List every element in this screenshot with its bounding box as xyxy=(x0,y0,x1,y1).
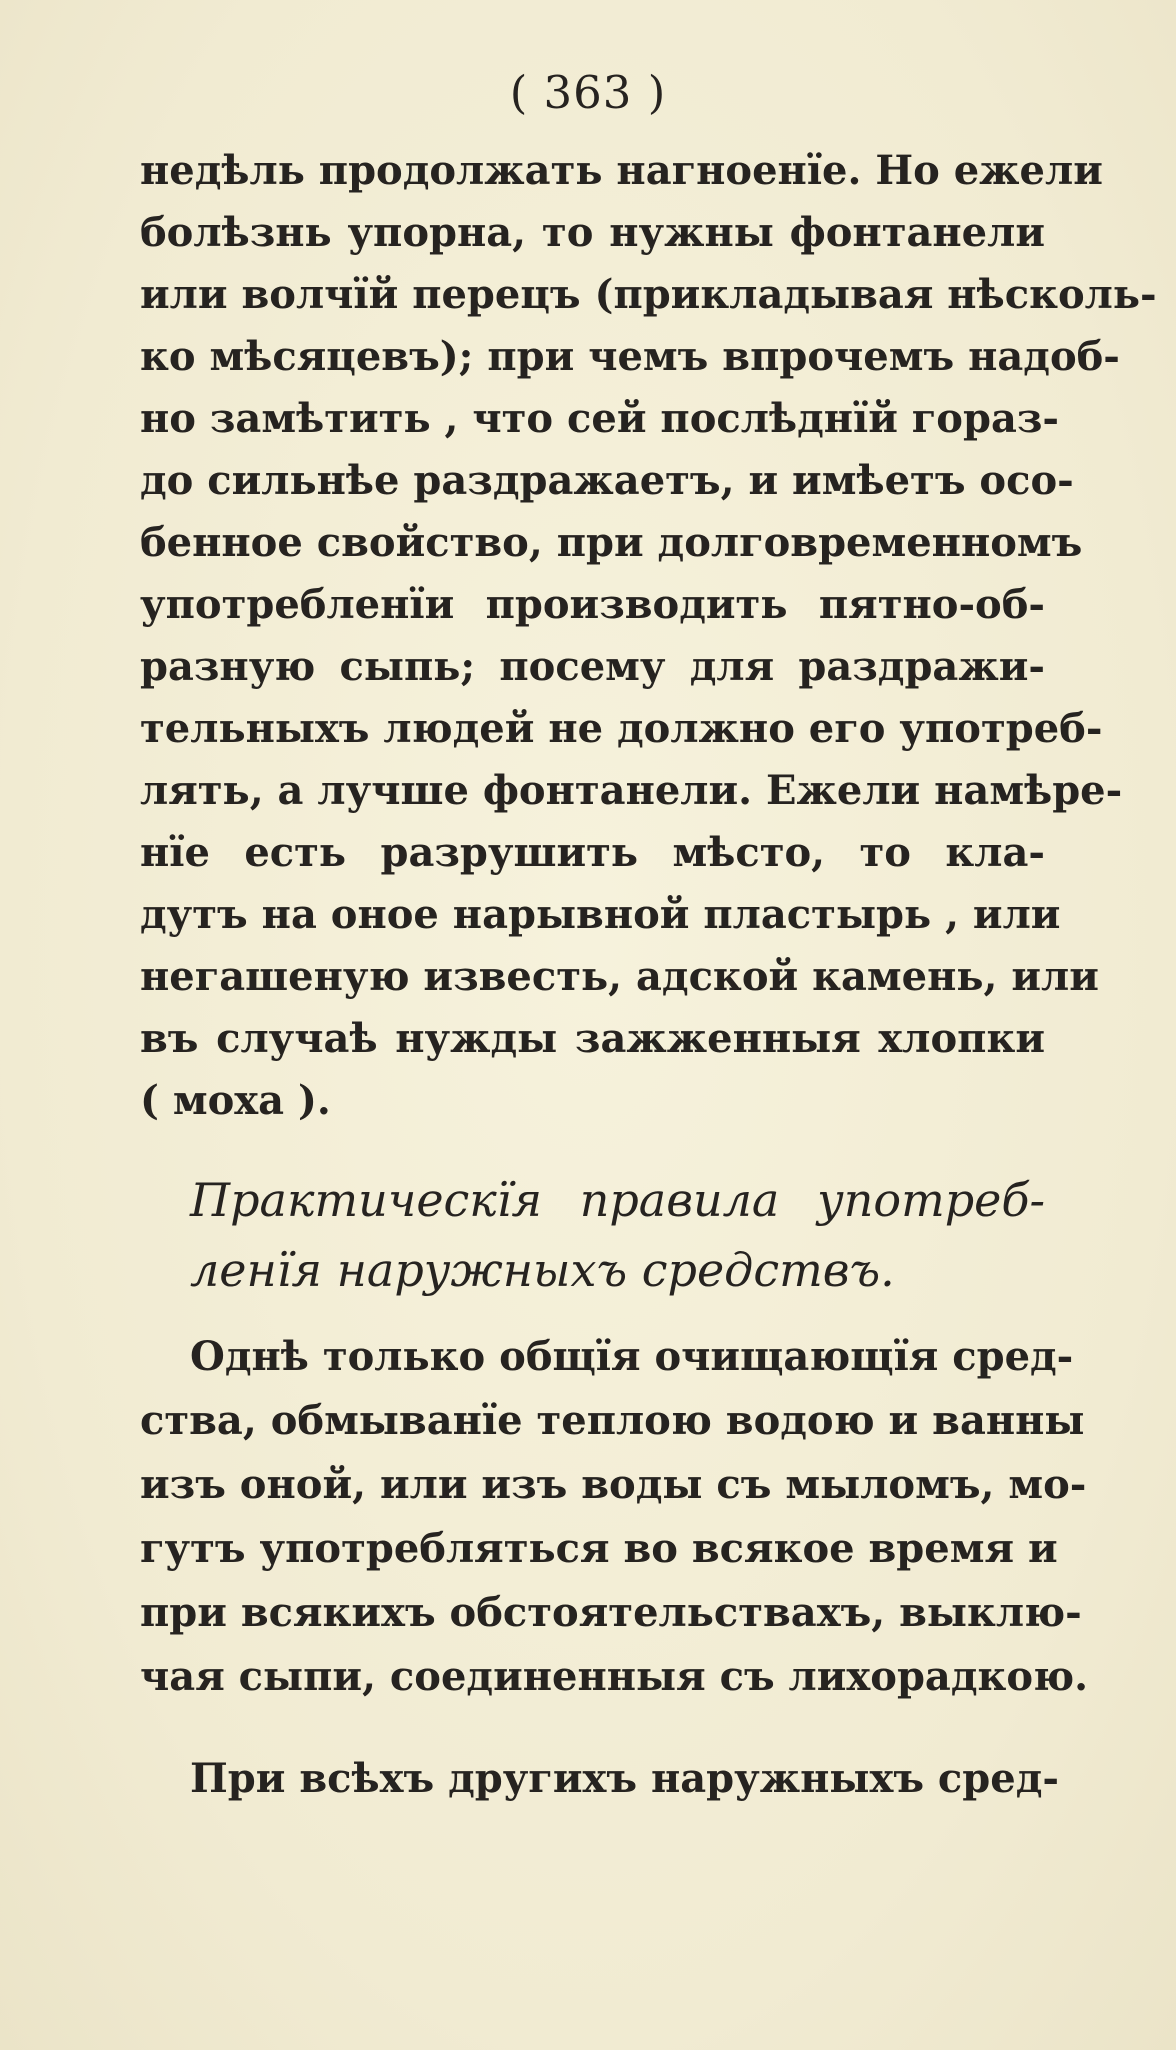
page-number: ( 363 ) xyxy=(509,66,667,119)
text-line: въ случаѣ нужды зажженныя хлопки xyxy=(140,1015,1045,1062)
text-line: ства, обмыванїе теплою водою и ванны xyxy=(140,1397,1085,1444)
text-line: негашеную известь, адской камень, или xyxy=(140,953,1099,1000)
text-line: ( моха ). xyxy=(140,1077,331,1124)
text-line: Однѣ только общїя очищающїя сред- xyxy=(190,1333,1074,1380)
text-line: бенное свойство, при долговременномъ xyxy=(140,519,1083,566)
text-line: нїе есть разрушить мѣсто, то кла- xyxy=(140,829,1045,876)
text-line: ко мѣсяцевъ); при чемъ впрочемъ надоб- xyxy=(140,333,1120,380)
text-line: недѣль продолжать нагноенїе. Но ежели xyxy=(140,147,1103,194)
text-line: разную сыпь; посему для раздражи- xyxy=(140,643,1045,690)
text-line: дутъ на оное нарывной пластырь , или xyxy=(140,891,1061,938)
text-line: тельныхъ людей не должно его употреб- xyxy=(140,705,1103,752)
text-line: При всѣхъ другихъ наружныхъ сред- xyxy=(190,1755,1059,1802)
text-line: до сильнѣе раздражаетъ, и имѣетъ осо- xyxy=(140,457,1074,504)
text-line: чая сыпи, соединенныя съ лихорадкою. xyxy=(140,1653,1089,1700)
text-line: изъ оной, или изъ воды съ мыломъ, мо- xyxy=(140,1461,1087,1508)
paragraph-1 xyxy=(140,140,1157,1132)
text-line: лять, а лучше фонтанели. Ежели намѣре- xyxy=(140,767,1123,814)
text-line: употребленїи производить пятно-об- xyxy=(140,581,1045,628)
text-line: или волчїй перецъ (прикладывая нѣсколь- xyxy=(140,271,1157,318)
text-line: но замѣтить , что сей послѣднїй гораз- xyxy=(140,395,1060,442)
heading-line: ленїя наружныхъ средствъ. xyxy=(190,1243,895,1297)
paragraph-2 xyxy=(140,1325,1089,1709)
section-heading xyxy=(190,1165,1045,1305)
heading-line: Практическїя правила употреб- xyxy=(190,1173,1045,1227)
paragraph-3 xyxy=(140,1748,1059,1810)
text-line: болѣзнь упорна, то нужны фонтанели xyxy=(140,209,1045,256)
text-line: при всякихъ обстоятельствахъ, выклю- xyxy=(140,1589,1082,1636)
text-line: гутъ употребляться во всякое время и xyxy=(140,1525,1058,1572)
